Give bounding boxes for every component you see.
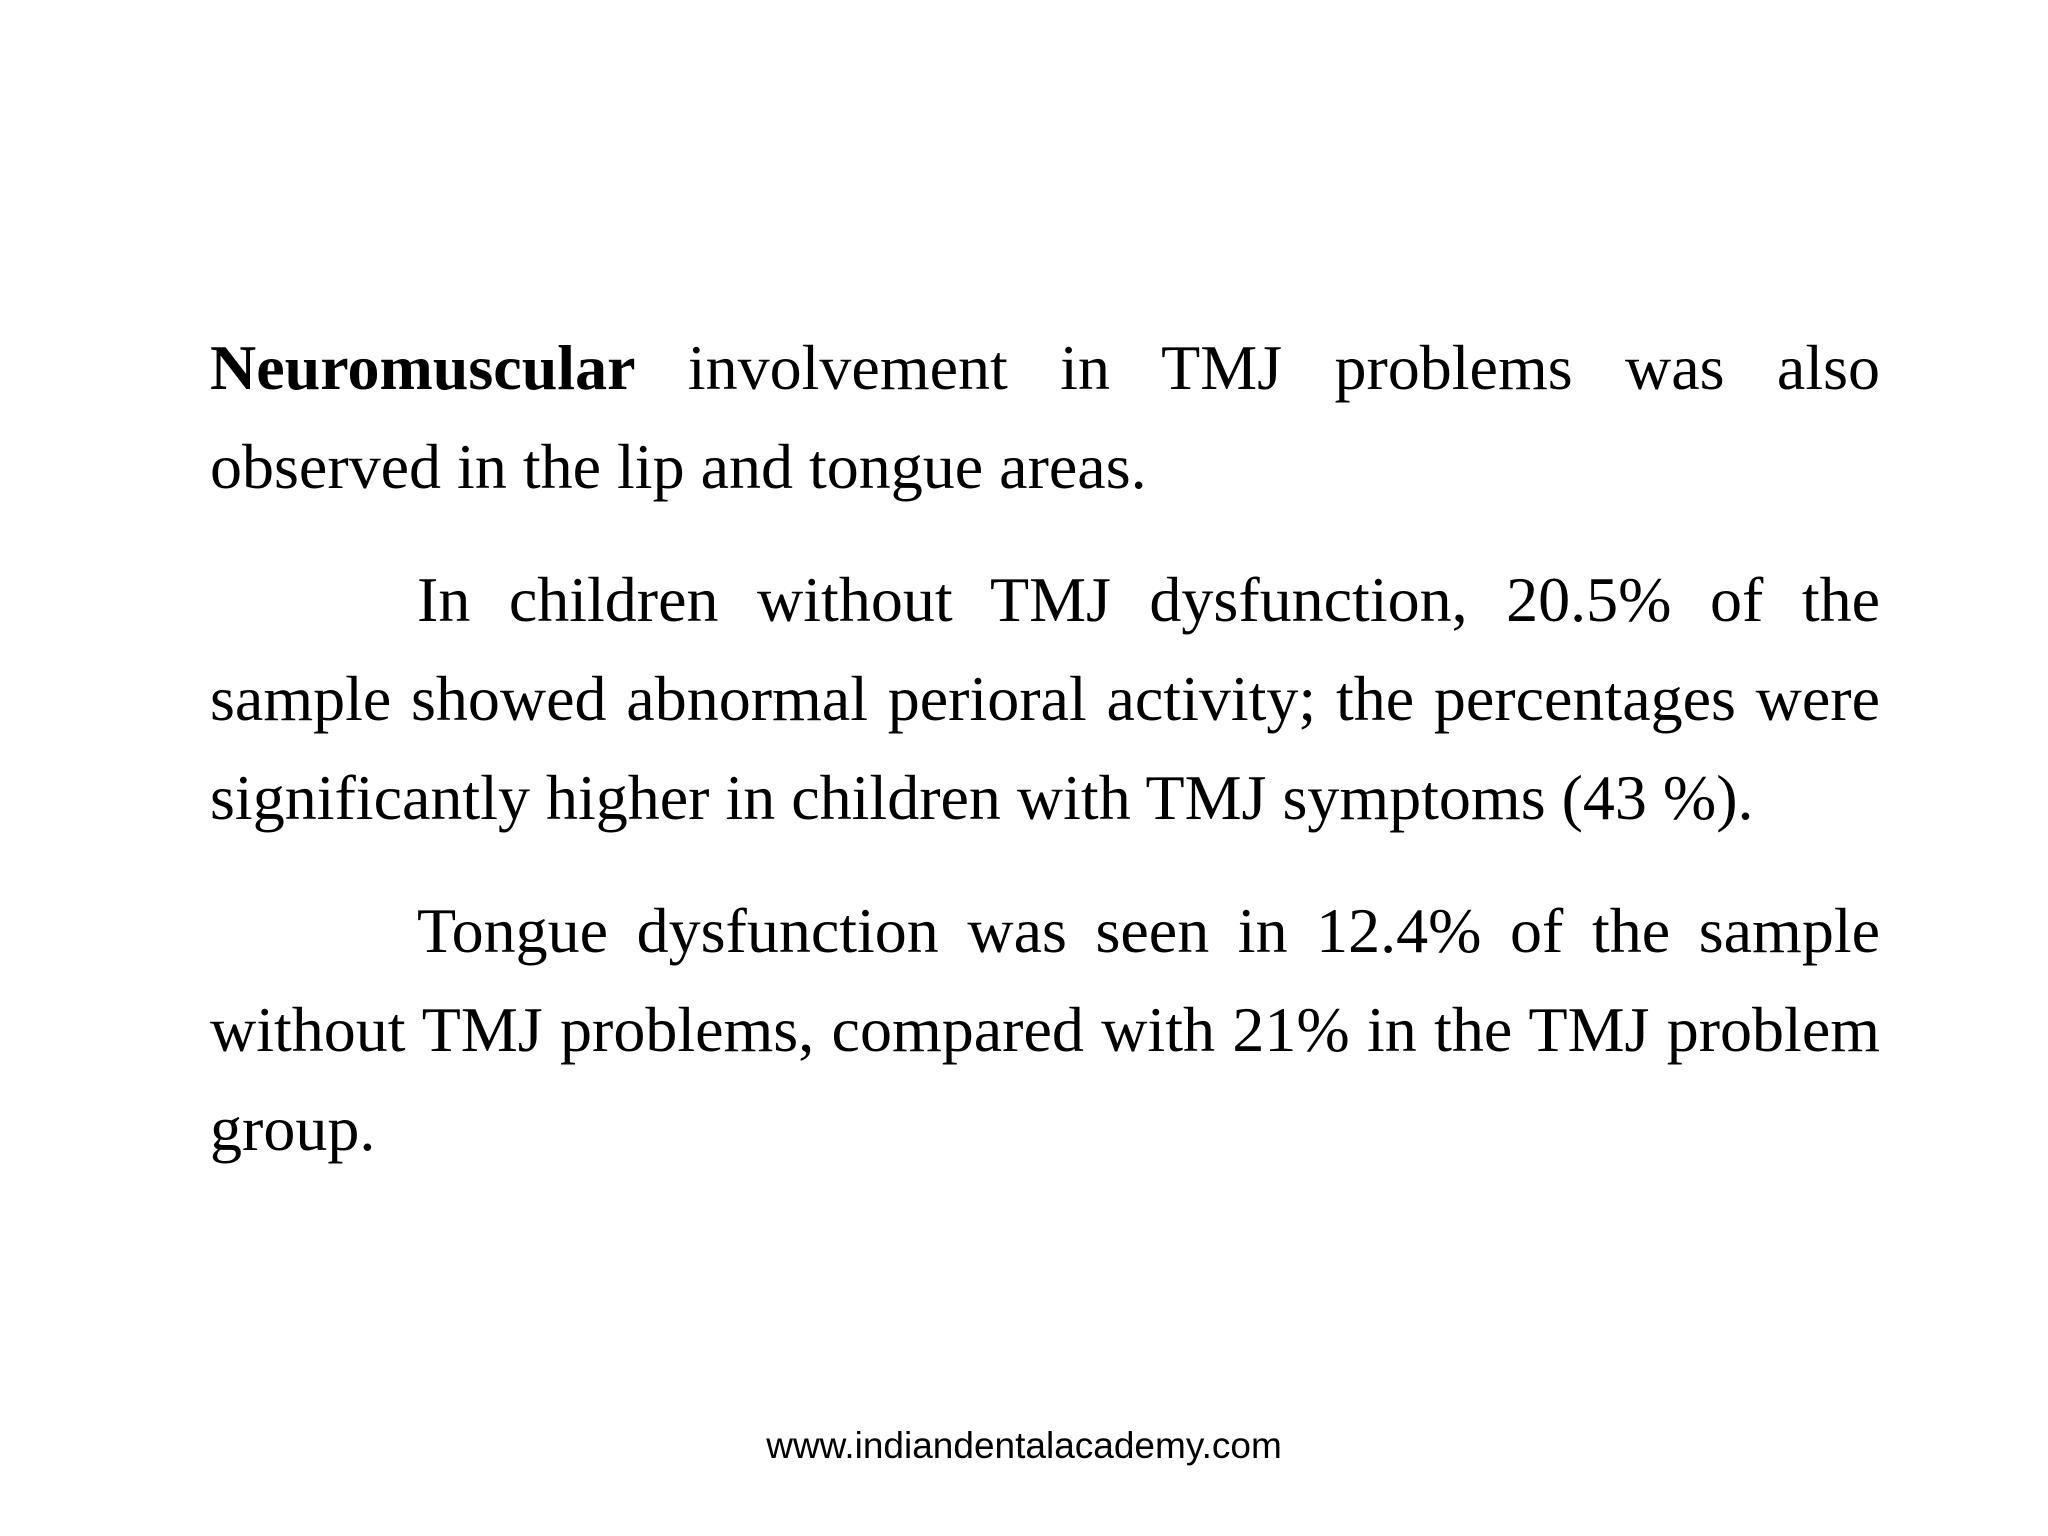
footer-url: www.indiandentalacademy.com — [766, 1425, 1282, 1466]
paragraph-text: In children without TMJ dysfunction, 20.5% of the sample showed abnormal perioral activity; the percentages were significantly higher in children with TMJ symptoms (43 %). — [210, 564, 1880, 833]
paragraph-text: involvement in TMJ problems was also observed in the lip and tongue areas. — [210, 332, 1880, 502]
bold-lead-term: Neuromuscular — [210, 332, 636, 403]
paragraph-tongue-dysfunction — [210, 881, 1880, 1178]
paragraph-neuromuscular — [210, 318, 1880, 516]
slide-body — [210, 318, 1880, 1178]
paragraph-perioral-activity — [210, 550, 1880, 847]
paragraph-text: Tongue dysfunction was seen in 12.4% of the sample without TMJ problems, compared with 21% in the TMJ problem group. — [210, 895, 1880, 1164]
